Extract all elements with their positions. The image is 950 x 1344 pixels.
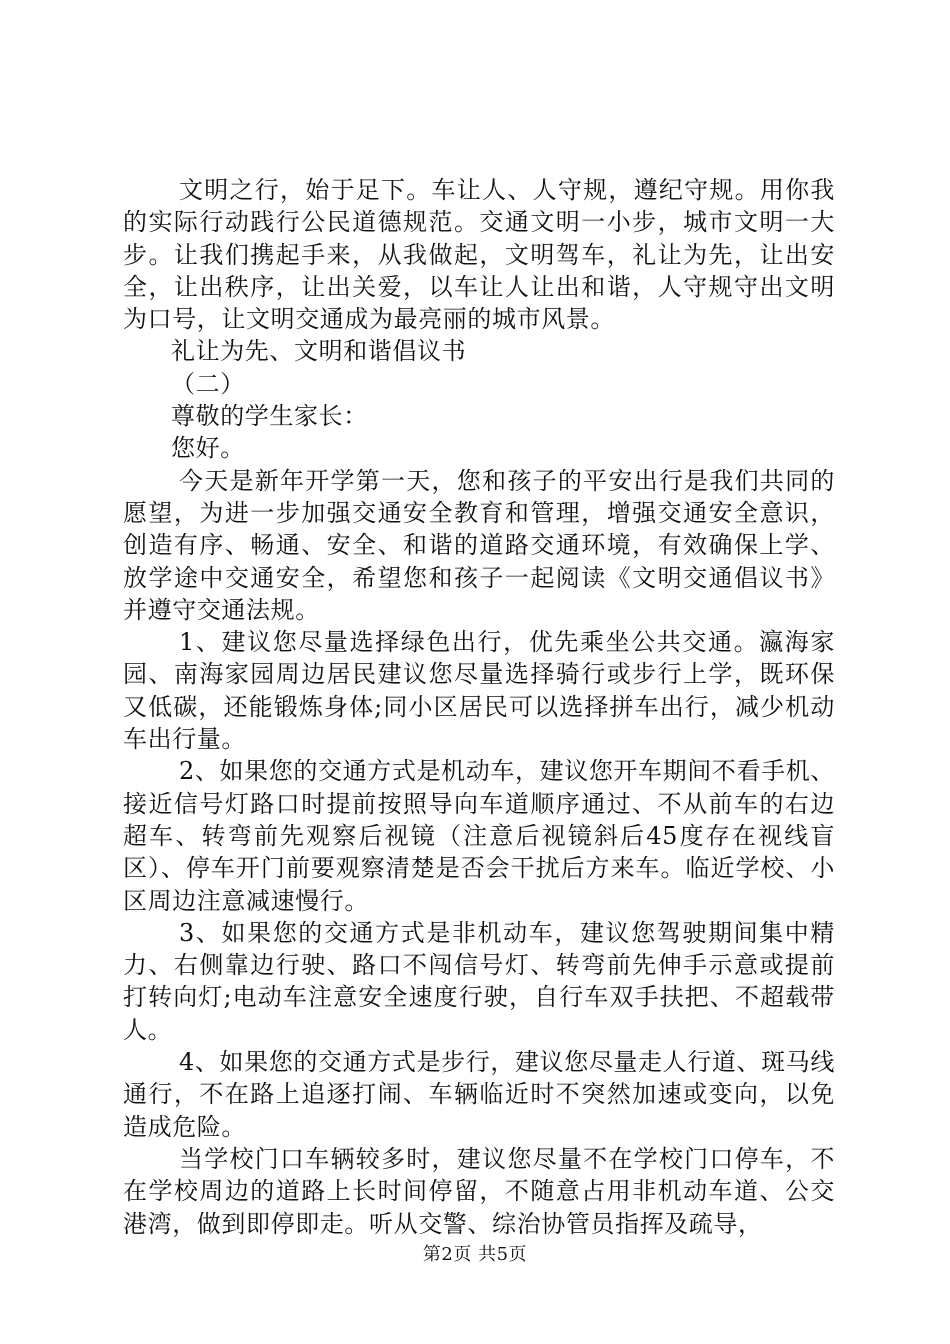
paragraph-item-3: 3、如果您的交通方式是非机动车，建议您驾驶期间集中精力、右侧靠边行驶、路口不闯信号灯、转弯前先伸手示意或提前打转向灯;电动车注意安全速度行驶，自行车双手扶把、不超载带人。	[123, 918, 835, 1044]
salutation: 尊敬的学生家长：	[171, 402, 368, 431]
paragraph-item-4: 4、如果您的交通方式是步行，建议您尽量走人行道、斑马线通行，不在路上追逐打闹、车辆临近时不突然加速或变向，以免造成危险。	[123, 1048, 835, 1141]
greeting: 您好。	[171, 434, 245, 463]
proposal-title: 礼让为先、文明和谐倡议书	[171, 337, 467, 366]
section-number: （二）	[171, 369, 245, 398]
page-footer: 第2页 共5页	[422, 1244, 528, 1265]
paragraph-intro: 今天是新年开学第一天，您和孩子的平安出行是我们共同的愿望，为进一步加强交通安全教育和管理，增强交通安全意识，创造有序、畅通、安全、和谐的道路交通环境，有效确保上学、放学途中交通安全，希望您和孩子一起阅读《文明交通倡议书》并遵守交通法规。	[123, 466, 835, 624]
paragraph-item-2: 2、如果您的交通方式是机动车，建议您开车期间不看手机、接近信号灯路口时提前按照导向车道顺序通过、不从前车的右边超车、转弯前先观察后视镜（注意后视镜斜后45度存在视线盲区）、停车开门前要观察清楚是否会干扰后方来车。临近学校、小区周边注意减速慢行。	[123, 757, 835, 915]
document-body	[123, 174, 835, 1240]
paragraph-school-gate: 当学校门口车辆较多时，建议您尽量不在学校门口停车，不在学校周边的道路上长时间停留，不随意占用非机动车道、公交港湾，做到即停即走。听从交警、综治协管员指挥及疏导，	[123, 1144, 835, 1238]
paragraph-item-1: 1、建议您尽量选择绿色出行，优先乘坐公共交通。瀛海家园、南海家园周边居民建议您尽量选择骑行或步行上学，既环保又低碳，还能锻炼身体;同小区居民可以选择拼车出行，减少机动车出行量。	[123, 628, 835, 754]
paragraph-closing-call: 文明之行，始于足下。车让人、人守规，遵纪守规。用你我的实际行动践行公民道德规范。交通文明一小步，城市文明一大步。让我们携起手来，从我做起，文明驾车，礼让为先，让出安全，让出秩序，让出关爱，以车让人让出和谐，人守规守出文明为口号，让文明交通成为最亮丽的城市风景。	[123, 176, 835, 334]
